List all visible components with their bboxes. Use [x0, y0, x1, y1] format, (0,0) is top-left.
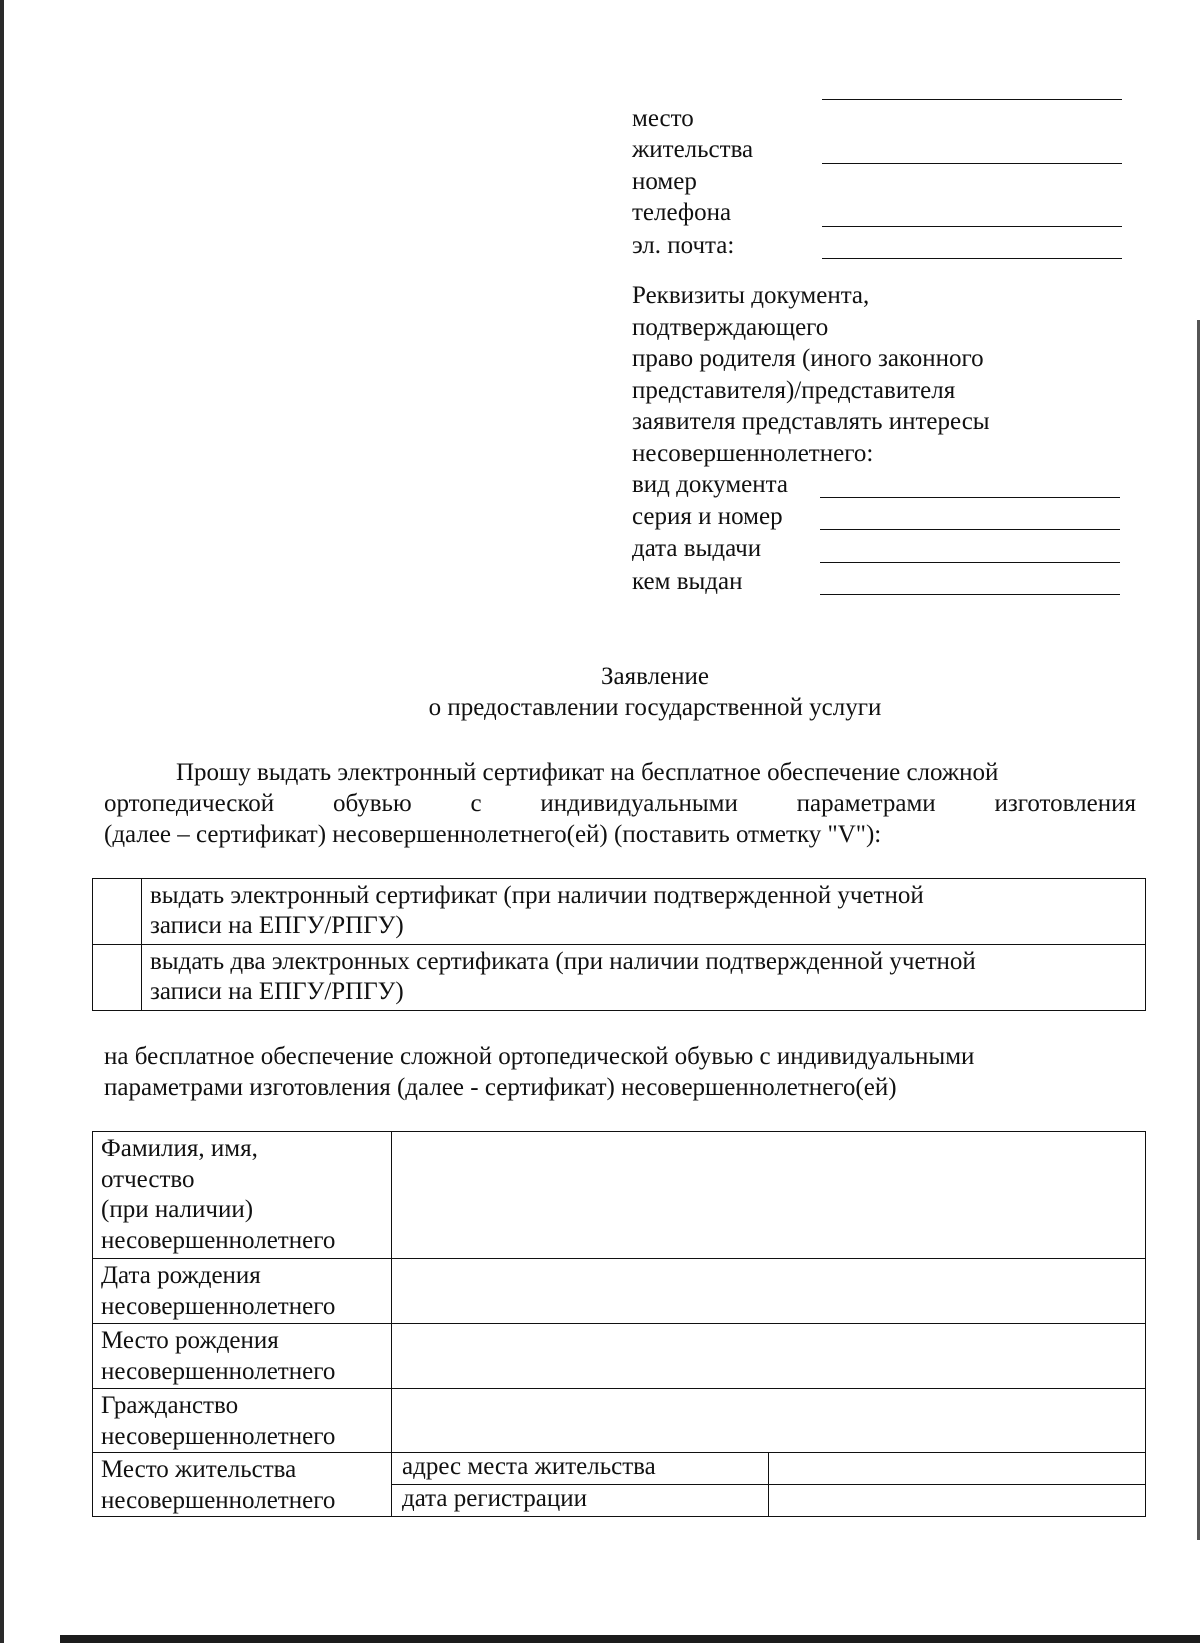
doc-type-label: вид документа — [632, 471, 788, 498]
residence-field-line[interactable] — [822, 163, 1122, 164]
label-line: несовершеннолетнего — [101, 1357, 336, 1385]
option-row — [93, 879, 1146, 945]
scan-edge-bottom — [60, 1635, 1200, 1643]
label-line: Место жительства — [101, 1456, 297, 1483]
document-subtitle: о предоставлении государственной услуги — [428, 694, 882, 721]
requisites-line: представителя)/представителя — [632, 376, 956, 404]
residence-address-input-cell[interactable] — [769, 1453, 1146, 1485]
request-word: с — [470, 790, 482, 817]
label-line: несовершеннолетнего — [101, 1422, 336, 1450]
label-line: Место рождения — [101, 1327, 279, 1354]
birth-date-input-cell[interactable] — [392, 1259, 1146, 1324]
birth-place-label-cell — [93, 1324, 392, 1389]
citizenship-input-cell[interactable] — [392, 1389, 1146, 1453]
label-line: несовершеннолетнего — [101, 1292, 336, 1320]
option-text: выдать два электронных сертификата (при наличии подтвержденной учетной — [150, 948, 976, 975]
full-name-label-cell — [93, 1132, 392, 1259]
full-name-input-cell[interactable] — [392, 1132, 1146, 1259]
option-checkbox-cell[interactable] — [93, 879, 142, 945]
purpose-line: параметрами изготовления (далее - сертификат) несовершеннолетнего(ей) — [104, 1074, 897, 1101]
table-row — [93, 1324, 1146, 1389]
purpose-paragraph — [104, 1041, 974, 1103]
email-label: эл. почта: — [632, 232, 735, 259]
table-row — [93, 1453, 1146, 1485]
birth-place-input-cell[interactable] — [392, 1324, 1146, 1389]
option-row — [93, 945, 1146, 1011]
residence-label-cell — [93, 1453, 392, 1517]
option-text: записи на ЕПГУ/РПГУ) — [150, 978, 404, 1005]
requisites-line: право родителя (иного законного — [632, 345, 984, 372]
phone-label-2: телефона — [632, 199, 732, 226]
request-paragraph — [104, 757, 1136, 850]
issued-by-field-line[interactable] — [820, 594, 1120, 595]
requisites-intro — [632, 280, 990, 469]
birth-date-label-cell — [93, 1259, 392, 1324]
request-line-3: (далее – сертификат) несовершеннолетнего(ей) (поставить отметку "V"): — [104, 821, 882, 848]
issue-date-label: дата выдачи — [632, 535, 762, 562]
request-line-1 — [104, 757, 1136, 788]
label-line: Фамилия, имя, — [101, 1135, 258, 1162]
requisites-line: заявителя представлять интересы — [632, 408, 990, 435]
label-line: несовершеннолетнего — [101, 1226, 336, 1254]
request-line-1-text: Прошу выдать электронный сертификат на бесплатное обеспечение сложной — [176, 759, 999, 786]
residence-label-1: место — [632, 105, 694, 132]
label-line: несовершеннолетнего — [101, 1486, 336, 1514]
series-number-label: серия и номер — [632, 503, 783, 530]
minor-data-table — [92, 1131, 1146, 1517]
issued-by-label: кем выдан — [632, 568, 743, 595]
requisites-line: несовершеннолетнего: — [632, 439, 874, 467]
registration-date-label: дата регистрации — [392, 1485, 769, 1517]
table-row — [93, 1132, 1146, 1259]
label-line: (при наличии) — [101, 1196, 254, 1223]
request-word: обувью — [332, 790, 412, 817]
request-word: индивидуальными — [540, 790, 738, 817]
scan-edge-left — [0, 0, 4, 1643]
registration-date-input-cell[interactable] — [769, 1485, 1146, 1517]
option-text: записи на ЕПГУ/РПГУ) — [150, 912, 404, 939]
request-word: изготовления — [994, 790, 1136, 817]
request-word: параметрами — [796, 790, 936, 817]
email-field-line[interactable] — [822, 258, 1122, 259]
issue-date-field-line[interactable] — [820, 562, 1120, 563]
label-line: Гражданство — [101, 1392, 239, 1419]
option-checkbox-cell[interactable] — [93, 945, 142, 1011]
request-line-2 — [104, 788, 1136, 819]
table-row — [93, 1389, 1146, 1453]
phone-label-1: номер — [632, 168, 697, 195]
document-title: Заявление — [600, 663, 710, 690]
doc-type-field-line[interactable] — [820, 497, 1120, 498]
requisites-line: подтверждающего — [632, 313, 829, 341]
certificate-options-table — [92, 878, 1146, 1011]
label-line: Дата рождения — [101, 1262, 261, 1289]
series-number-field-line[interactable] — [820, 529, 1120, 530]
phone-field-line[interactable] — [822, 226, 1122, 227]
citizenship-label-cell — [93, 1389, 392, 1453]
requisites-line: Реквизиты документа, — [632, 282, 870, 309]
residence-label-2: жительства — [632, 136, 754, 163]
option-text: выдать электронный сертификат (при наличии подтвержденной учетной — [150, 882, 924, 909]
label-line: отчество — [101, 1165, 195, 1193]
option-text-cell — [142, 879, 1146, 945]
residence-address-label: адрес места жительства — [392, 1453, 769, 1485]
purpose-line: на бесплатное обеспечение сложной ортопедической обувью с индивидуальными — [104, 1043, 975, 1070]
previous-field-line[interactable] — [822, 99, 1122, 100]
option-text-cell — [142, 945, 1146, 1011]
table-row — [93, 1259, 1146, 1324]
request-word: ортопедической — [104, 790, 275, 817]
